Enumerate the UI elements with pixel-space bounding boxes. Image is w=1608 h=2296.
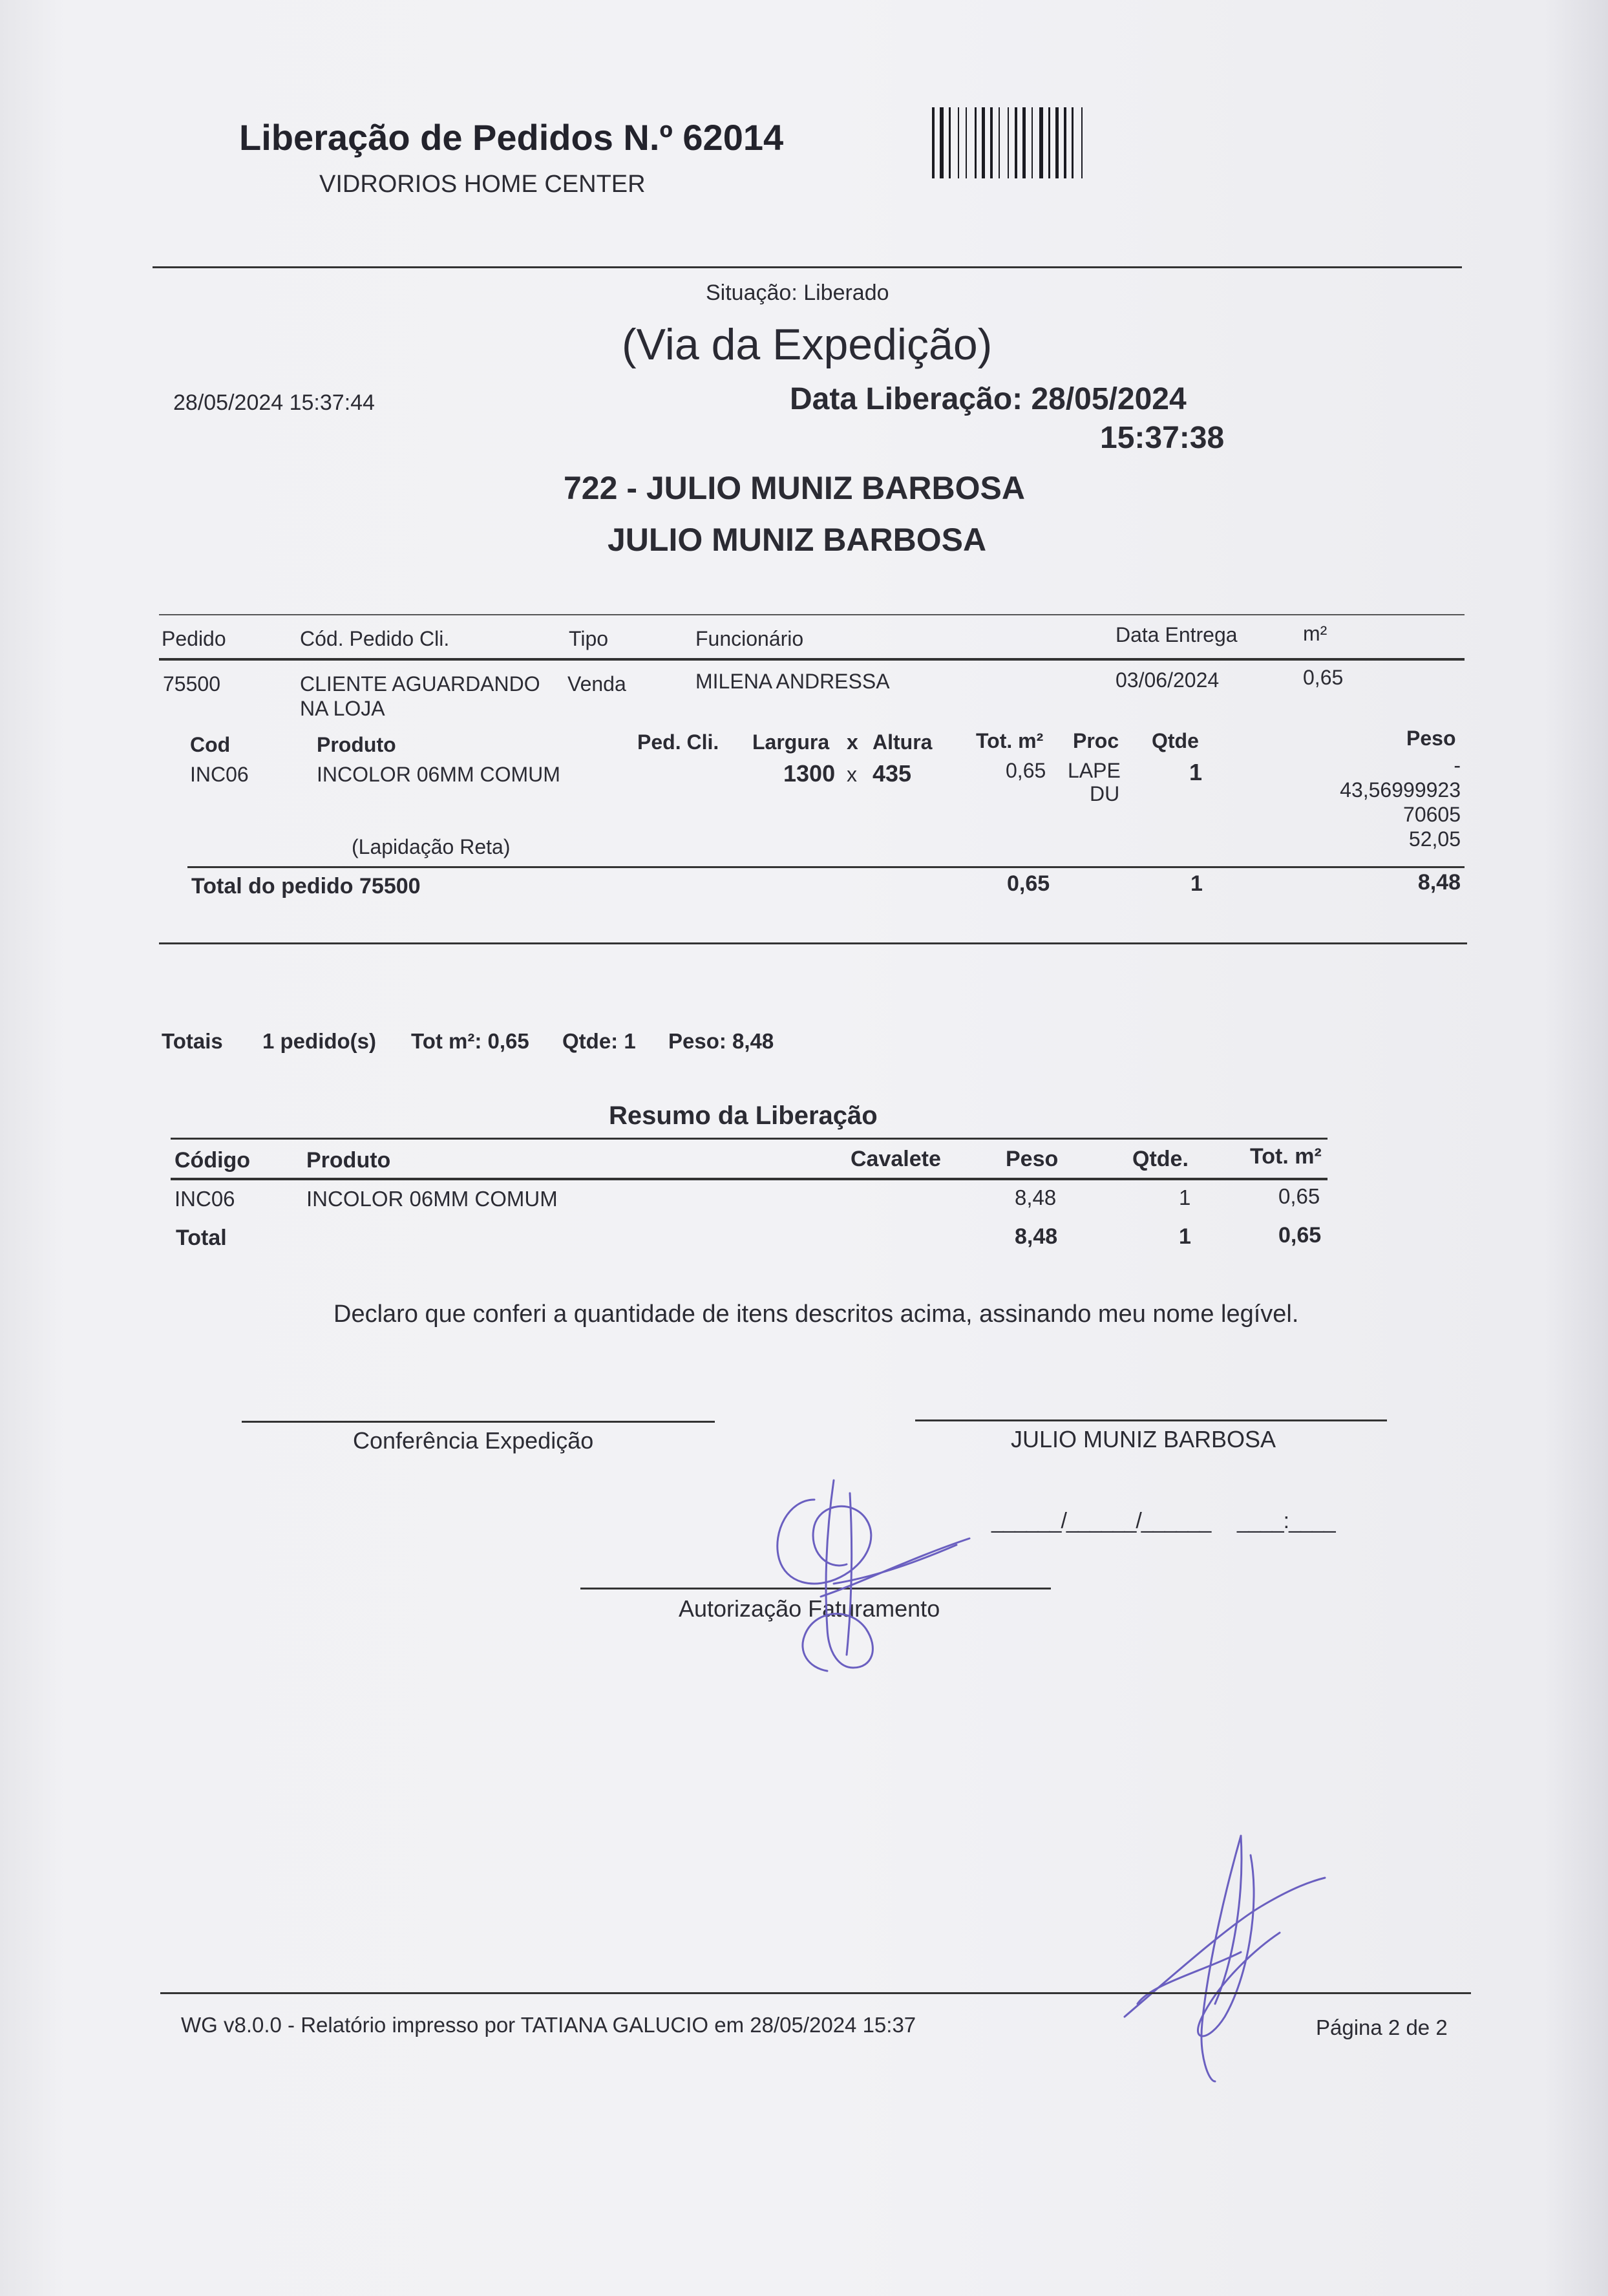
declaration-text: Declaro que conferi a quantidade de itens descritos acima, assinando meu nome legível.	[333, 1301, 1299, 1328]
item-col-x: x	[847, 730, 858, 754]
signature-line-left	[242, 1421, 715, 1423]
order-number: 75500	[163, 672, 220, 696]
authorization-signature	[743, 1474, 976, 1694]
order-table-header-border	[159, 658, 1465, 661]
summary-col-tot-m2: Tot. m²	[1250, 1144, 1322, 1169]
summary-col-cavalete: Cavalete	[851, 1147, 941, 1171]
item-tot-m2: 0,65	[1006, 759, 1046, 782]
order-type: Venda	[567, 672, 626, 696]
order-delivery-date: 03/06/2024	[1116, 668, 1220, 692]
signature-line-right	[915, 1419, 1387, 1421]
via-title: (Via da Expedição)	[622, 320, 993, 369]
status-situacao: Situação: Liberado	[706, 281, 889, 305]
summary-total-qty: 1	[1179, 1224, 1191, 1249]
order-table-top-border	[159, 614, 1465, 615]
order-total-border	[187, 866, 1465, 868]
summary-title: Resumo da Liberação	[609, 1101, 878, 1130]
initials-signature	[1112, 1829, 1331, 2088]
printed-datetime: 28/05/2024 15:37:44	[173, 390, 375, 415]
item-col-largura: Largura	[752, 730, 830, 754]
client-name: JULIO MUNIZ BARBOSA	[608, 522, 987, 558]
summary-row-weight: 8,48	[1015, 1185, 1057, 1209]
item-col-qtde: Qtde	[1152, 729, 1199, 752]
summary-row-product: INCOLOR 06MM COMUM	[306, 1187, 558, 1211]
item-peso-line4: 52,05	[1408, 827, 1461, 851]
company-name: VIDRORIOS HOME CENTER	[319, 171, 646, 198]
order-m2: 0,65	[1303, 666, 1344, 689]
summary-total-label: Total	[176, 1226, 227, 1250]
item-width: 1300	[783, 760, 836, 787]
time-blank: ____:____	[1237, 1509, 1335, 1533]
item-col-altura: Altura	[873, 730, 933, 754]
item-peso-line1: -	[1454, 754, 1461, 777]
order-table-bottom-border	[159, 942, 1467, 944]
summary-row-qty: 1	[1179, 1185, 1191, 1209]
item-product: INCOLOR 06MM COMUM	[317, 763, 560, 786]
col-data-entrega: Data Entrega	[1116, 623, 1238, 646]
order-client-ref-line1: CLIENTE AGUARDANDO	[300, 672, 540, 696]
item-proc-line2: DU	[1090, 782, 1120, 805]
client-code-name: 722 - JULIO MUNIZ BARBOSA	[564, 470, 1025, 506]
order-client-ref-line2: NA LOJA	[300, 697, 385, 720]
col-funcionario: Funcionário	[695, 627, 804, 650]
item-col-peso: Peso	[1406, 727, 1456, 750]
item-x: x	[847, 763, 857, 786]
order-total-qty: 1	[1190, 871, 1203, 896]
summary-col-produto: Produto	[306, 1148, 391, 1173]
signature-label-left: Conferência Expedição	[353, 1427, 594, 1454]
item-height: 435	[873, 760, 912, 787]
totals-m2: Tot m²: 0,65	[411, 1029, 529, 1053]
footer-printed-by: WG v8.0.0 - Relatório impresso por TATIANA GALUCIO em 28/05/2024 15:37	[181, 2013, 916, 2037]
totals-orders: 1 pedido(s)	[262, 1029, 377, 1053]
col-cod-pedido-cli: Cód. Pedido Cli.	[300, 627, 450, 650]
summary-row-code: INC06	[175, 1187, 235, 1211]
item-note: (Lapidação Reta)	[352, 835, 511, 858]
item-col-cod: Cod	[190, 733, 231, 756]
order-total-label: Total do pedido 75500	[191, 874, 421, 898]
item-peso-line3: 70605	[1403, 803, 1461, 826]
totals-qty: Qtde: 1	[562, 1029, 636, 1053]
item-col-tot-m2: Tot. m²	[976, 729, 1044, 752]
summary-total-weight: 8,48	[1015, 1224, 1058, 1249]
document-title: Liberação de Pedidos N.º 62014	[239, 117, 784, 158]
totals-weight: Peso: 8,48	[668, 1029, 774, 1053]
order-total-weight: 8,48	[1417, 870, 1461, 895]
item-code: INC06	[190, 763, 249, 786]
barcode-icon	[929, 107, 1159, 178]
summary-top-border	[171, 1138, 1328, 1140]
item-col-proc: Proc	[1073, 729, 1119, 752]
header-divider	[153, 266, 1462, 268]
authorization-label: Autorização Faturamento	[679, 1595, 940, 1622]
totals-label: Totais	[162, 1029, 223, 1053]
release-time: 15:37:38	[1100, 421, 1225, 455]
summary-col-qtde: Qtde.	[1132, 1147, 1189, 1171]
col-m2: m²	[1303, 622, 1328, 645]
order-total-m2: 0,65	[1007, 871, 1050, 896]
footer-divider	[160, 1992, 1471, 1994]
col-tipo: Tipo	[569, 627, 609, 650]
item-qty: 1	[1189, 759, 1203, 785]
date-blank: ______/______/______	[991, 1509, 1211, 1533]
summary-row-m2: 0,65	[1278, 1184, 1320, 1208]
summary-header-border	[171, 1178, 1328, 1180]
item-proc-line1: LAPE	[1068, 759, 1121, 782]
summary-col-peso: Peso	[1006, 1147, 1059, 1171]
release-date: Data Liberação: 28/05/2024	[790, 382, 1187, 416]
order-employee: MILENA ANDRESSA	[695, 670, 890, 693]
page-number: Página 2 de 2	[1316, 2015, 1448, 2039]
item-col-produto: Produto	[317, 733, 396, 756]
signature-label-right: JULIO MUNIZ BARBOSA	[1011, 1426, 1276, 1452]
item-col-ped-cli: Ped. Cli.	[637, 730, 719, 754]
summary-total-m2: 0,65	[1278, 1223, 1322, 1248]
item-peso-line2: 43,56999923	[1340, 778, 1461, 802]
col-pedido: Pedido	[162, 627, 226, 650]
summary-col-codigo: Código	[175, 1148, 251, 1173]
